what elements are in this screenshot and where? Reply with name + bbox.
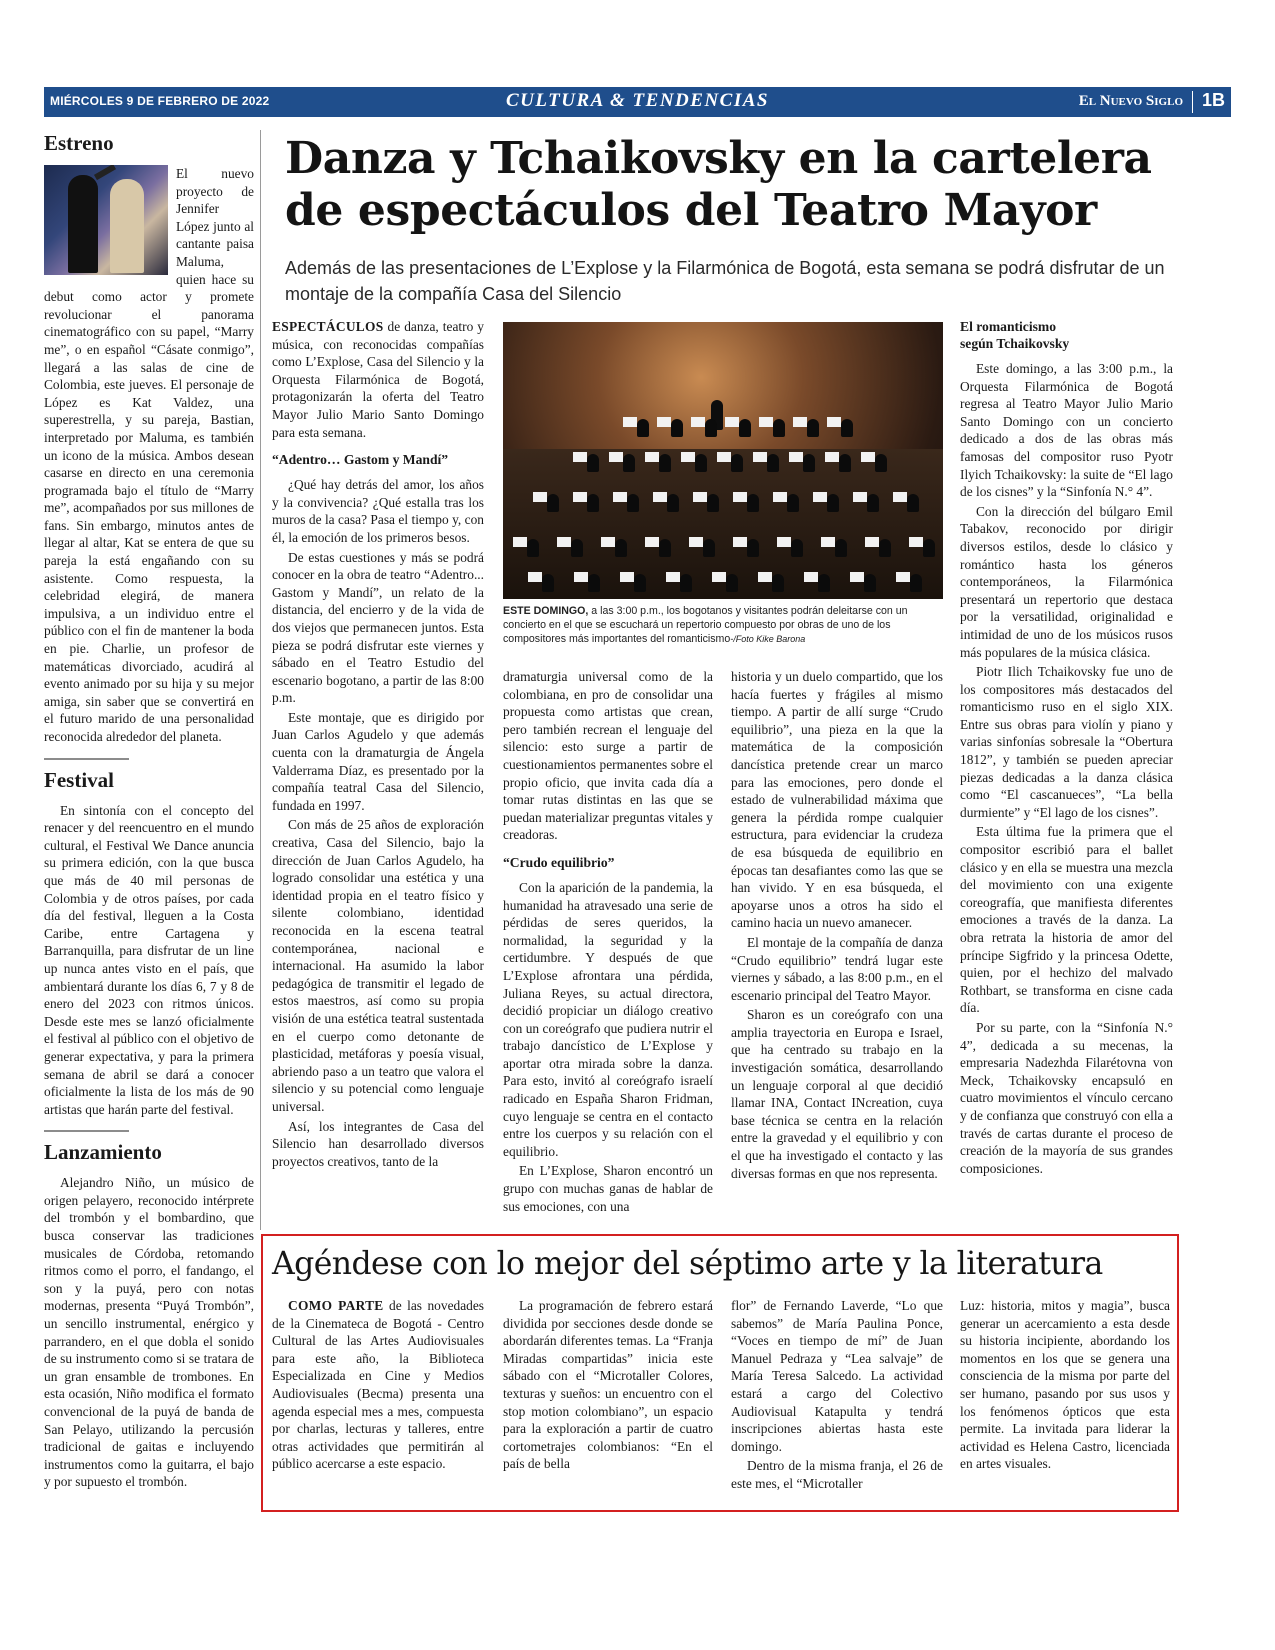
paragraph: En L’Explose, Sharon encontró un grupo con muchas ganas de hablar de sus emociones, con una: [503, 1163, 713, 1214]
music-stand: [620, 572, 634, 582]
subhead-crudo-equilibrio: “Crudo equilibrio”: [503, 854, 615, 870]
music-stand: [557, 537, 571, 547]
music-stand: [853, 492, 867, 502]
paragraph: dramaturgia universal como de la colombiana, en pro de consolidar una propuesta como artistas que crean, pero también recrean el lenguaje del silencio: esto surge a partir de cuestionamientos permanentes sobre el propio oficio, que invita cada día a tomar rutas distintas en las que se puedan materializar preguntas vitales y creadoras.: [503, 669, 713, 843]
musician-figure: [907, 494, 919, 512]
musician-figure: [803, 454, 815, 472]
musician-figure: [659, 454, 671, 472]
subhead-romanticismo: [960, 318, 1173, 352]
lanzamiento-title: Lanzamiento: [44, 1140, 162, 1165]
photo-credit: -/Foto Kike Barona: [730, 634, 806, 644]
musician-figure: [707, 494, 719, 512]
musician-figure: [841, 419, 853, 437]
article-column-4: [960, 318, 1173, 1177]
lanzamiento-section: [44, 1140, 254, 1491]
subhead-line-1: El romanticismo: [960, 319, 1057, 334]
musician-figure: [923, 539, 935, 557]
music-stand: [825, 452, 839, 462]
issue-date: MIÉRCOLES 9 DE FEBRERO DE 2022: [50, 94, 270, 108]
header-divider: [1192, 91, 1193, 113]
paragraph: Con más de 25 años de exploración creativa, Casa del Silencio, bajo la dirección de Juan Carlos Agudelo, ha logrado consolidar una estética y una identidad propia en el teatro físico y silente colombiano, identidad reconocida en la escena teatral contemporánea, nacional e internacional. Ha asumido la labor pedagógica de transmitir el legado de estos maestros, así como su propia visión de una estética teatral sustentada en el cuerpo como detonante de plasticidad, metáforas y poesía visual, abriendo paso a un teatro que valora el silencio y su potencial como lenguaje universal.: [272, 817, 484, 1114]
box-column-4: [960, 1297, 1170, 1473]
lanzamiento-body: Alejandro Niño, un músico de origen pelayero, reconocido intérprete del trombón y el bombardino, que busca conservar las tradiciones musicales de Córdoba, retomando ritmos como el porro, el fandango, el son y la puyá, pero con notas modernas, presenta “Puyá Trombón”, un sencillo instrumental, enérgico y parrandero, en el que dobla el sonido de su instrumento como si se tratara de un gran ensamble de trombones. En esta ocasión, Niño modifica el formato convencional de la puyá de banda de San Pelayo, utilizando la percusión tradicional de gaitas e incluyendo instrumentos como la guitarra, el bajo y por supuesto el trombón.: [44, 1175, 254, 1490]
music-stand: [789, 452, 803, 462]
festival-title: Festival: [44, 767, 114, 792]
sidebar-divider: [44, 758, 129, 760]
paragraph: historia y un duelo compartido, que los hacía fuertes y frágiles al mismo tiempo. A partir de allí surge “Crudo equilibrio”, una pieza en la que la matemática de la composición dancística pretende crear un marco para las emociones, pero donde el estado de vulnerabilidad máxima que genera la pérdida rompe cualquier estructura, para evidenciar la crudeza de esa búsqueda de equilibrio en épocas tan desafiantes como las que se han vivido. Y en esa búsqueda, el apoyarse unos a otros ha sido el camino hacia un nuevo amanecer.: [731, 669, 943, 931]
festival-section: [44, 768, 254, 1119]
musician-figure: [667, 494, 679, 512]
music-stand: [691, 417, 705, 427]
music-stand: [725, 417, 739, 427]
box-column-2: [503, 1297, 713, 1473]
paragraph: Por su parte, con la “Sinfonía N.° 4”, dedicada a su mecenas, la empresaria Nadezhda Filarétovna von Meck, Tchaikovsky encapsuló en cuatro movimientos el vínculo cercano y de confianza que construyó con ella a través de cartas durante el proceso de creación de la mayoría de sus grandes composiciones.: [960, 1019, 1173, 1176]
music-stand: [733, 537, 747, 547]
musician-figure: [827, 494, 839, 512]
musician-figure: [839, 454, 851, 472]
musician-figure: [773, 419, 785, 437]
music-stand: [513, 537, 527, 547]
musician-figure: [739, 419, 751, 437]
music-stand: [893, 492, 907, 502]
section-title: CULTURA & TENDENCIAS: [506, 90, 769, 111]
music-stand: [712, 572, 726, 582]
caption-lead: ESTE DOMINGO,: [503, 605, 589, 617]
musician-figure: [680, 574, 692, 592]
page-number: 1B: [1201, 90, 1225, 110]
musician-figure: [767, 454, 779, 472]
paragraph: Así, los integrantes de Casa del Silencio han desarrollado diversos proyectos creativos, tanto de la: [272, 1118, 484, 1169]
musician-figure: [772, 574, 784, 592]
musician-figure: [787, 494, 799, 512]
musician-figure: [731, 454, 743, 472]
paragraph: Luz: historia, mitos y magia”, busca generar un acercamiento a esta desde su historia incipiente, abordando los momentos en los que se genera una consciencia de la misma por parte del ser humano, pasando por sus usos y los fenómenos ópticos que esta permite. La invitada para liderar la actividad es Helena Castro, licenciada en artes visuales.: [960, 1298, 1170, 1472]
music-stand: [601, 537, 615, 547]
musician-figure: [747, 494, 759, 512]
musician-figure: [571, 539, 583, 557]
paragraph: Sharon es un coreógrafo con una amplia trayectoria en Europa e Israel, que ha centrado su trabajo en la investigación somática, desarrollando un lenguaje corporal al que decidió llamar INA, Contact INcreation, cuya base técnica se centra en la relación entre la gravedad y el equilibrio y con el que ha investigado el contacto y las diversas formas en que nos representa.: [731, 1007, 943, 1181]
music-stand: [813, 492, 827, 502]
newspaper-name: El Nuevo Siglo: [1078, 93, 1183, 109]
music-stand: [657, 417, 671, 427]
music-stand: [865, 537, 879, 547]
musician-figure: [547, 494, 559, 512]
music-stand: [821, 537, 835, 547]
paragraph: El montaje de la compañía de danza “Crudo equilibrio” tendrá lugar este viernes y sábado, a las 8:00 p.m., en el escenario principal del Teatro Mayor.: [731, 934, 943, 1003]
headline-line-2: de espectáculos del Teatro Mayor: [285, 185, 1097, 236]
musician-figure: [705, 419, 717, 437]
photo-figure-arm: [94, 165, 116, 180]
column-rule: [260, 130, 261, 1230]
photo-caption: [503, 604, 943, 646]
music-stand: [804, 572, 818, 582]
music-stand: [653, 492, 667, 502]
music-stand: [753, 452, 767, 462]
musician-figure: [588, 574, 600, 592]
music-stand: [609, 452, 623, 462]
music-stand: [777, 537, 791, 547]
article-column-3: [731, 668, 943, 1182]
paragraph: Con la dirección del búlgaro Emil Tabakov, reconocido por dirigir diversos estilos, desde lo clásico y romántico hasta los géneros contemporáneos, la Filarmónica presentará un repertorio que destaca por la versatilidad, originalidad e intimidad de uno de los músicos rusos más populares de la música clásica.: [960, 503, 1173, 660]
music-stand: [758, 572, 772, 582]
music-stand: [613, 492, 627, 502]
festival-body: En sintonía con el concepto del renacer y del reencuentro en el mundo cultural, el Festival We Dance anuncia su primera edición, con la que busca que más de 40 mil personas de Colombia y de otros países, por cada día del festival, lleguen a la Costa Caribe, entre Cartagena y Barranquilla, para disfrutar de un line up nunca antes visto en el país, que ambientará durante los días 6, 7 y 8 de enero del 2023 con ritmos únicos. Desde este mes se lanzó oficialmente el festival al público con el objetivo de generar expectativa, y para la primera semana de abril se dará a conocer oficialmente la lista de los más de 90 artistas que harán parte del festival.: [44, 802, 254, 1117]
estreno-photo: [44, 165, 168, 275]
sidebar-column: [44, 131, 254, 1491]
box-lead-caps: COMO PARTE: [288, 1298, 384, 1313]
music-stand: [528, 572, 542, 582]
photo-figure-left: [68, 175, 98, 273]
music-stand: [773, 492, 787, 502]
music-stand: [733, 492, 747, 502]
paragraph: Con la aparición de la pandemia, la humanidad ha atravesado una serie de pérdidas de seres queridos, la normalidad, la seguridad y la certidumbre. Y después de que L’Explose afrontara una pérdida, Juliana Reyes, su actual directora, decidió propiciar un diálogo creativo con un coreógrafo que pudiera nutrir el trabajo dancístico de L’Explose y aportar otra mirada sobre la danza. Para esto, invitó al coreógrafo israelí radicado en España Sharon Fridman, cuyo lenguaje se centra en el contacto entre los cuerpos y su relación con el equilibrio.: [503, 879, 713, 1159]
musician-figure: [791, 539, 803, 557]
orchestra-photo: [503, 322, 943, 599]
subhead-adentro: “Adentro… Gastom y Mandí”: [272, 452, 449, 468]
headline-line-1: Danza y Tchaikovsky en la cartelera: [285, 133, 1152, 184]
musician-figure: [867, 494, 879, 512]
article-subtitle: Además de las presentaciones de L’Explose y la Filarmónica de Bogotá, esta semana se podrá disfrutar de un montaje de la compañía Casa del Silencio: [285, 258, 1165, 304]
paragraph: La programación de febrero estará dividida por secciones desde donde se abordarán diferentes temas. La “Franja Miradas compartidas” inicia este sábado con el “Microtaller Colores, texturas y sueños: un encuentro con el stop motion colombiano”, un espacio para la exploración a partir de cuatro cortometrajes colombianos: “En el país de bella: [503, 1298, 713, 1472]
musician-figure: [879, 539, 891, 557]
musician-figure: [615, 539, 627, 557]
music-stand: [689, 537, 703, 547]
musician-figure: [627, 494, 639, 512]
sidebar-divider: [44, 1130, 129, 1132]
musician-figure: [864, 574, 876, 592]
music-stand: [681, 452, 695, 462]
paragraph: Dentro de la misma franja, el 26 de este mes, el “Microtaller: [731, 1458, 943, 1491]
musician-figure: [818, 574, 830, 592]
musician-figure: [637, 419, 649, 437]
article-lead: [272, 318, 484, 441]
article-column-1: [272, 318, 484, 1170]
musician-figure: [835, 539, 847, 557]
music-stand: [896, 572, 910, 582]
paragraph: De estas cuestiones y más se podrá conocer en la obra de teatro “Adentro... Gastom y Mandí”, un relato de la distancia, del encierro y de la vida de dos viejos que permanecen juntos. Esta pieza se podrá disfrutar este viernes y sábado en el Teatro Estudio del escenario bogotano, a partir de las 8:00 p.m.: [272, 549, 484, 706]
music-stand: [793, 417, 807, 427]
estreno-body: El nuevo proyecto de Jennifer López junto al cantante paisa Maluma, quien hace su debut como actor y promete revolucionar el panorama cinematográfico con su papel, “Marry me”, o en español “Cásate conmigo”, llegará a las salas de cine de Colombia, este jueves. El personaje de López es Kat Valdez, una superestrella, y su pareja, Bastian, interpretado por Maluma, es también un icono de la música. Ambos desean casarse en directo en una ceremonia programada bajo el título de “Marry me”, acompañados por sus millones de fans. Sin embargo, minutos antes de llegar al altar, Kat se entera de que su pareja la está engañando con su asistente. Como respuesta, la celebridad elegirá, de manera impulsiva, a un individuo entre el público con el fin de mantener la boda en pie. Charlie, un profesor de matemáticas divorciado, acudirá al evento animado por su hija y su mejor amiga, sin saber que se convertirá en el futuro marido de una personalidad reconocida alrededor del planeta.: [44, 166, 254, 744]
musician-figure: [910, 574, 922, 592]
paragraph: Esta última fue la primera que el compositor escribió para el ballet clásico y en ella se muestra una mezcla del movimiento con una exigente coreografía, que manifiesta diferentes emociones a través de la danza. La obra retrata la historia de amor del príncipe Sigfrido y la princesa Odette, quien, por el hechizo del malvado Rothbart, se transforma en cisne cada día.: [960, 824, 1173, 1016]
musician-figure: [542, 574, 554, 592]
music-stand: [909, 537, 923, 547]
musician-figure: [747, 539, 759, 557]
music-stand: [850, 572, 864, 582]
musician-figure: [659, 539, 671, 557]
estreno-section: [44, 131, 254, 746]
box-lead-text: de las novedades de la Cinemateca de Bogotá - Centro Cultural de las Artes Audiovisuales para este año, la Biblioteca Especializada en Cine y Medios Audiovisuales (Becma) presenta una agenda especial mes a mes, compuesta por charlas, lecturas y talleres, entre otras actividades que permitirán al público acercarse a este espacio.: [272, 1298, 485, 1472]
music-stand: [573, 492, 587, 502]
music-stand: [533, 492, 547, 502]
estreno-title: Estreno: [44, 131, 114, 155]
music-stand: [693, 492, 707, 502]
lead-text: de danza, teatro y música, con reconocidas compañías como L’Explose, Casa del Silencio y la Orquesta Filarmónica de Bogotá, protagonizarán la oferta del Teatro Mayor Julio Mario Santo Domingo para esta semana.: [272, 319, 484, 440]
article-column-2: [503, 668, 713, 1215]
article-headline: [285, 133, 1225, 237]
music-stand: [827, 417, 841, 427]
lead-caps: ESPECTÁCULOS: [272, 319, 384, 334]
box-column-3: [731, 1297, 943, 1493]
musician-figure: [726, 574, 738, 592]
musician-figure: [587, 454, 599, 472]
musician-figure: [671, 419, 683, 437]
music-stand: [666, 572, 680, 582]
box-column-1: [272, 1297, 484, 1473]
box-lead: [272, 1297, 484, 1473]
music-stand: [717, 452, 731, 462]
music-stand: [574, 572, 588, 582]
music-stand: [759, 417, 773, 427]
paragraph: flor” de Fernando Laverde, “Lo que sabemos” de María Paulina Ponce, “Voces en tiempo de mí” de Juan Manuel Pedraza y “Lea salvaje” de María Teresa Salcedo. La actividad estará a cargo del Colectivo Audiovisual Katapulta y tendrá inscripciones abiertas hasta este domingo.: [731, 1298, 943, 1454]
music-stand: [573, 452, 587, 462]
paragraph: Piotr Ilich Tchaikovsky fue uno de los compositores más destacados del romanticismo ruso en el siglo XIX. Entre sus obras para violín y piano y varias sinfonías sobresale la “Obertura 1812”, y también se pueden apreciar piezas dedicadas a la danza clásica como “El cascanueces”, “La bella durmiente” y “El lago de los cisnes”.: [960, 664, 1173, 820]
musician-figure: [703, 539, 715, 557]
subhead-line-2: según Tchaikovsky: [960, 336, 1070, 351]
music-stand: [623, 417, 637, 427]
agenda-box-title: Agéndese con lo mejor del séptimo arte y la literatura: [272, 1246, 1103, 1282]
music-stand: [645, 537, 659, 547]
musician-figure: [634, 574, 646, 592]
musician-figure: [807, 419, 819, 437]
musician-figure: [587, 494, 599, 512]
paragraph: Este domingo, a las 3:00 p.m., la Orquesta Filarmónica de Bogotá regresa al Teatro Mayor Julio Mario Santo Domingo con un concierto dedicado a dos de las obras más famosas del compositor ruso Pyotr Ilyich Tchaikovsky: la suite de “El lago de los cisnes” y la “Sinfonía N.° 4”.: [960, 361, 1173, 500]
caption-text: a las 3:00 p.m., los bogotanos y visitantes podrán deleitarse con un concierto en el que se escuchará un repertorio compuesto por obras de uno de los compositores más importantes del romanticismo: [503, 605, 908, 645]
photo-figure-right: [110, 179, 144, 273]
page-header-bar: [44, 87, 1231, 117]
musician-figure: [623, 454, 635, 472]
musician-figure: [527, 539, 539, 557]
musician-figure: [875, 454, 887, 472]
paragraph: Este montaje, que es dirigido por Juan Carlos Agudelo y que además cuenta con la dramaturgia de Ángela Valderrama Díaz, es presentado por la compañía teatral Casa del Silencio, fundada en 1997.: [272, 709, 484, 813]
music-stand: [861, 452, 875, 462]
musician-figure: [695, 454, 707, 472]
music-stand: [645, 452, 659, 462]
paragraph: ¿Qué hay detrás del amor, los años y la convivencia? ¿Qué estalla tras los muros de la casa? Pasa el tiempo y, con él, la emoción de los primeros besos.: [272, 477, 484, 545]
